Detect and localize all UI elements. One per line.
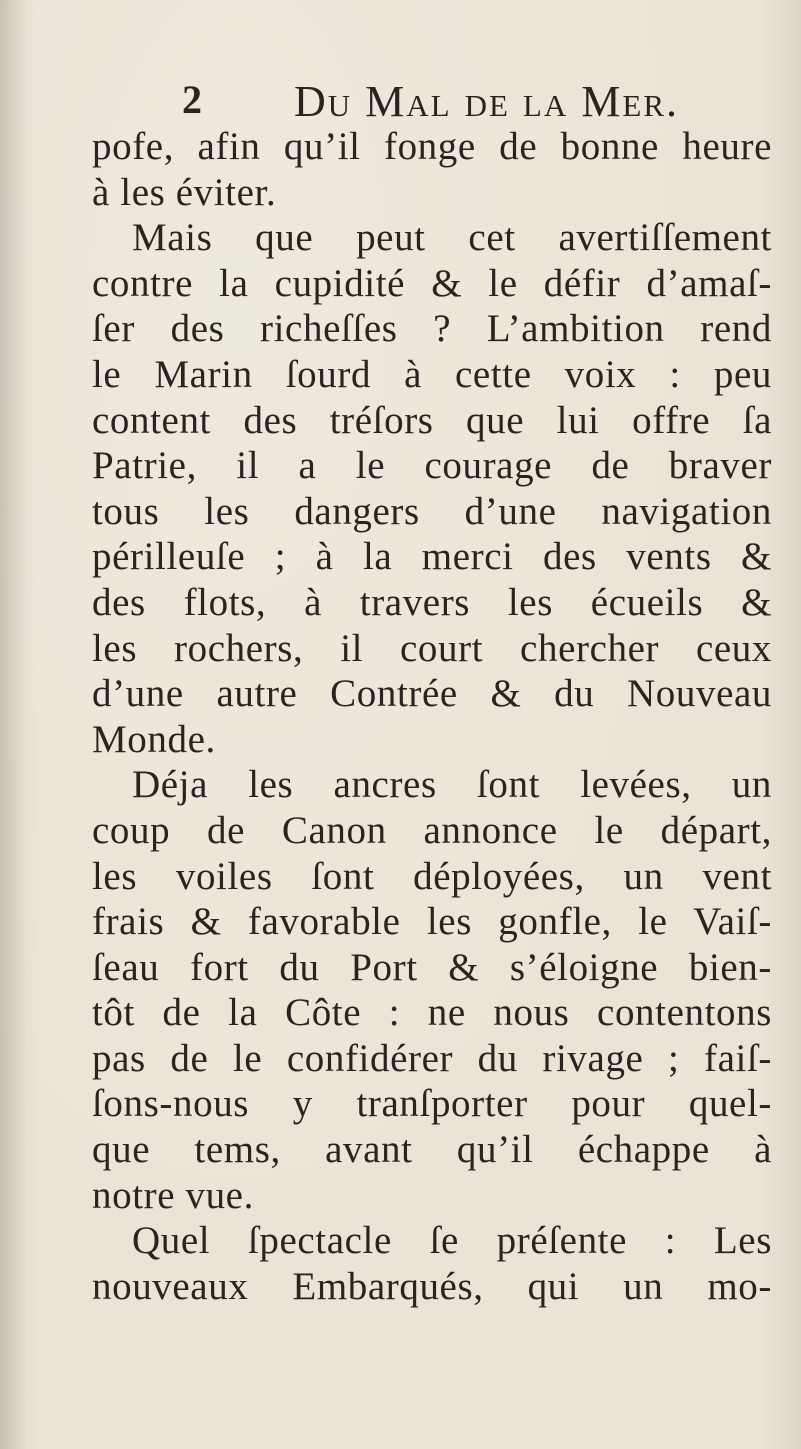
text-line: Monde.	[92, 717, 216, 761]
running-title: Du Mal de la Mer.	[294, 77, 679, 126]
text-line: ſeau fort du Port & s’éloigne bien-	[92, 945, 772, 989]
text-line: des flots, à travers les écueils &	[92, 580, 772, 624]
text-line: tous les dangers d’une navigation	[92, 489, 772, 533]
text-line: contre la cupidité & le défir d’amaſ-	[92, 261, 772, 305]
text-line: frais & favorable les gonfle, le Vaiſ-	[92, 900, 772, 944]
text-line: nouveaux Embarqués, qui un mo-	[92, 1264, 772, 1308]
text-line: pofe, afin qu’il fonge de bonne heure	[92, 125, 772, 168]
text-line: content des tréſors que lui offre ſa	[92, 398, 772, 442]
text-line: coup de Canon annonce le départ,	[92, 808, 772, 852]
text-line: pas de le confidérer du rivage ; faiſ-	[92, 1036, 772, 1080]
text-line: ſer des richeſſes ? L’ambition rend	[92, 307, 772, 351]
page-header	[182, 76, 742, 130]
text-line: Déja les ancres ſont levées, un	[132, 763, 772, 807]
body-text	[92, 124, 772, 1309]
text-line: notre vue.	[92, 1173, 254, 1217]
text-line: les voiles ſont déployées, un vent	[92, 854, 772, 898]
text-line: Patrie, il a le courage de braver	[92, 444, 772, 488]
page-edge-shadow	[0, 0, 28, 1449]
text-line: Mais que peut cet avertiſſement	[132, 216, 772, 260]
text-line: périlleuſe ; à la merci des vents &	[92, 535, 772, 579]
text-line: tôt de la Côte : ne nous contentons	[92, 991, 772, 1035]
page-number: 2	[182, 77, 203, 122]
text-line: les rochers, il court chercher ceux	[92, 626, 772, 670]
text-line: Quel ſpectacle ſe préſente : Les	[132, 1219, 772, 1263]
text-line: à les éviter.	[92, 170, 277, 214]
text-line: le Marin ſourd à cette voix : peu	[92, 352, 772, 396]
text-line: ſons-nous y tranſporter pour quel-	[92, 1082, 772, 1126]
text-line: d’une autre Contrée & du Nouveau	[92, 672, 772, 716]
text-line: que tems, avant qu’il échappe à	[92, 1128, 772, 1172]
